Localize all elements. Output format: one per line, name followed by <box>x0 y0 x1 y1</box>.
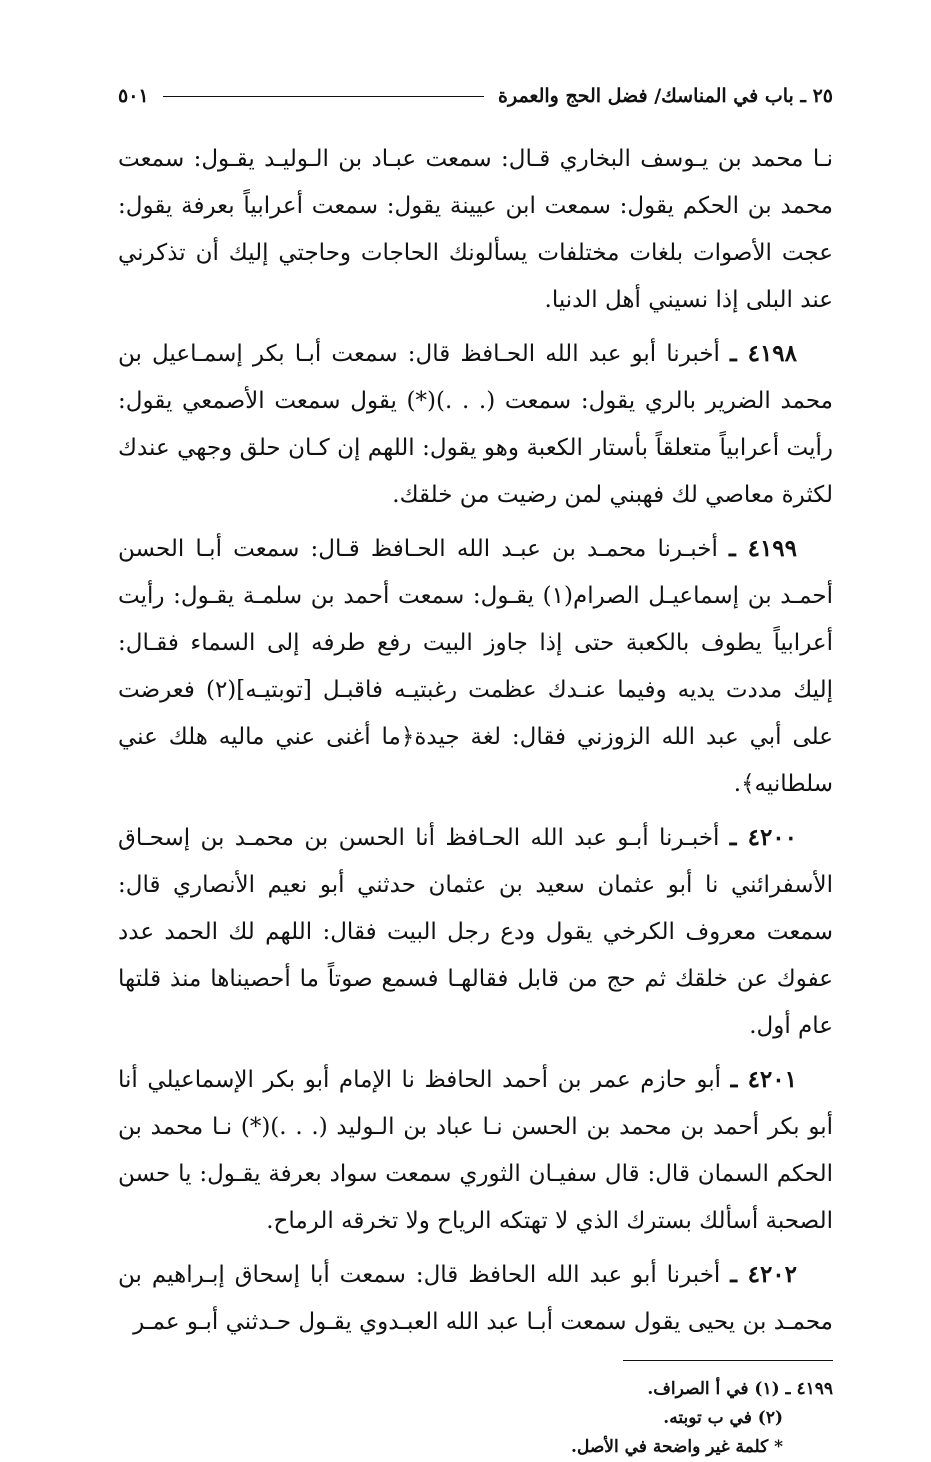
header-rule <box>163 96 484 97</box>
hadith-entry-4200 <box>118 814 833 1050</box>
footnote-unclear-word: * كلمة غير واضحة في الأصل. <box>571 1437 783 1457</box>
footnote-2: (٢) في ب توبته. <box>663 1408 783 1428</box>
footnotes <box>118 1375 833 1462</box>
footnote-rule <box>623 1360 833 1361</box>
entry-number: ٤٢٠١ ـ <box>730 1066 797 1093</box>
hadith-entry-4199 <box>118 525 833 808</box>
paragraph-text: أخبـرنا أبـو عبد الله الحـافظ أنا الحسن بن محمـد بن إسحـاق الأسفرائني نا أبو عثمان سعيد بن عثمان حدثني أبو نعيم الأنصاري قال: سمعت معروف الكرخي يقول ودع رجل البيت فقال: اللهم لك الحمد عدد عفوك عن خلقك ثم حج من قابل فقالهـا فسمع صوتاً ما أحصيناها منذ قلتها عام أول. <box>118 825 833 1039</box>
book-page <box>118 78 834 1457</box>
hadith-entry-4198 <box>118 330 833 519</box>
footnote-1: ٤١٩٩ ـ (١) في أ الصراف. <box>647 1379 833 1399</box>
chapter-title: ٢٥ ـ باب في المناسك/ فضل الحج والعمرة <box>498 85 833 107</box>
paragraph-text: أخبـرنا محمـد بن عبـد الله الحـافظ قـال: سمعت أبـا الحسن أحمـد بن إسماعيـل الصرام(١) يقـول: سمعت أحمد بن سلمـة يقـول: رأيت أعرابياً يطوف بالكعبة حتى إذا جاوز البيت رفع طرفه إلى السماء فقـال: إليك مددت يديه وفيما عنـدك عظمت رغبتيـه فاقبـل [توبتيـه](٢) فعرضت على أبي عبد الله الزوزني فقال: لغة جيدة﴿ما أغنى عني ماليه هلك عني سلطانيه﴾. <box>118 536 834 797</box>
paragraph-text: نـا محمد بن يـوسف البخاري قـال: سمعت عبـاد بن الـوليـد يقـول: سمعت محمد بن الحكم يقول: سمعت ابن عيينة يقول: سمعت أعرابياً بعرفة يقول: عجت الأصوات بلغات مختلفات يسألونك الحاجات وحاجتي إليك أن تذكرني عند البلى إذا نسيني أهل الدنيا. <box>118 146 833 313</box>
hadith-entry-4202 <box>118 1251 833 1346</box>
entry-number: ٤١٩٨ ـ <box>730 340 798 367</box>
hadith-entry-4201 <box>118 1056 833 1245</box>
paragraph-text: أخبرنا أبو عبد الله الحافظ قال: سمعت أبا إسحاق إبـراهيم بن محمـد بن يحيى يقول سمعت أبـا عبد الله العبـدوي يقـول حـدثني أبـو عمـر <box>118 1262 833 1335</box>
paragraph-continuation <box>118 136 833 324</box>
running-head <box>118 78 833 114</box>
entry-number: ٤١٩٩ ـ <box>729 535 798 562</box>
entry-number: ٤٢٠٢ ـ <box>730 1261 798 1288</box>
paragraph-text: أبو حازم عمر بن أحمد الحافظ نا الإمام أبو بكر الإسماعيلي أنا أبو بكر أحمد بن محمد بن الحسن نـا عباد بن الـوليد (. . .)(*) نـا محمد بن الحكم السمان قال: قال سفيـان الثوري سمعت سواد بعرفة يقـول: يا حسن الصحبة أسألك بسترك الذي لا تهتكه الرياح ولا تخرقه الرماح. <box>118 1067 833 1234</box>
entry-number: ٤٢٠٠ ـ <box>729 824 798 851</box>
page-number: ٥٠١ <box>118 85 149 107</box>
paragraph-text: أخبرنا أبو عبد الله الحـافظ قال: سمعت أبـا بكر إسمـاعيل بن محمد الضرير بالري يقول: سمعت (. . .)(*) يقول سمعت الأصمعي يقول: رأيت أعرابياً متعلقاً بأستار الكعبة وهو يقول: اللهم إن كـان حلق وجهي عندك لكثرة معاصي لك فهبني لمن رضيت من خلقك. <box>118 341 833 508</box>
main-text <box>118 136 833 1346</box>
